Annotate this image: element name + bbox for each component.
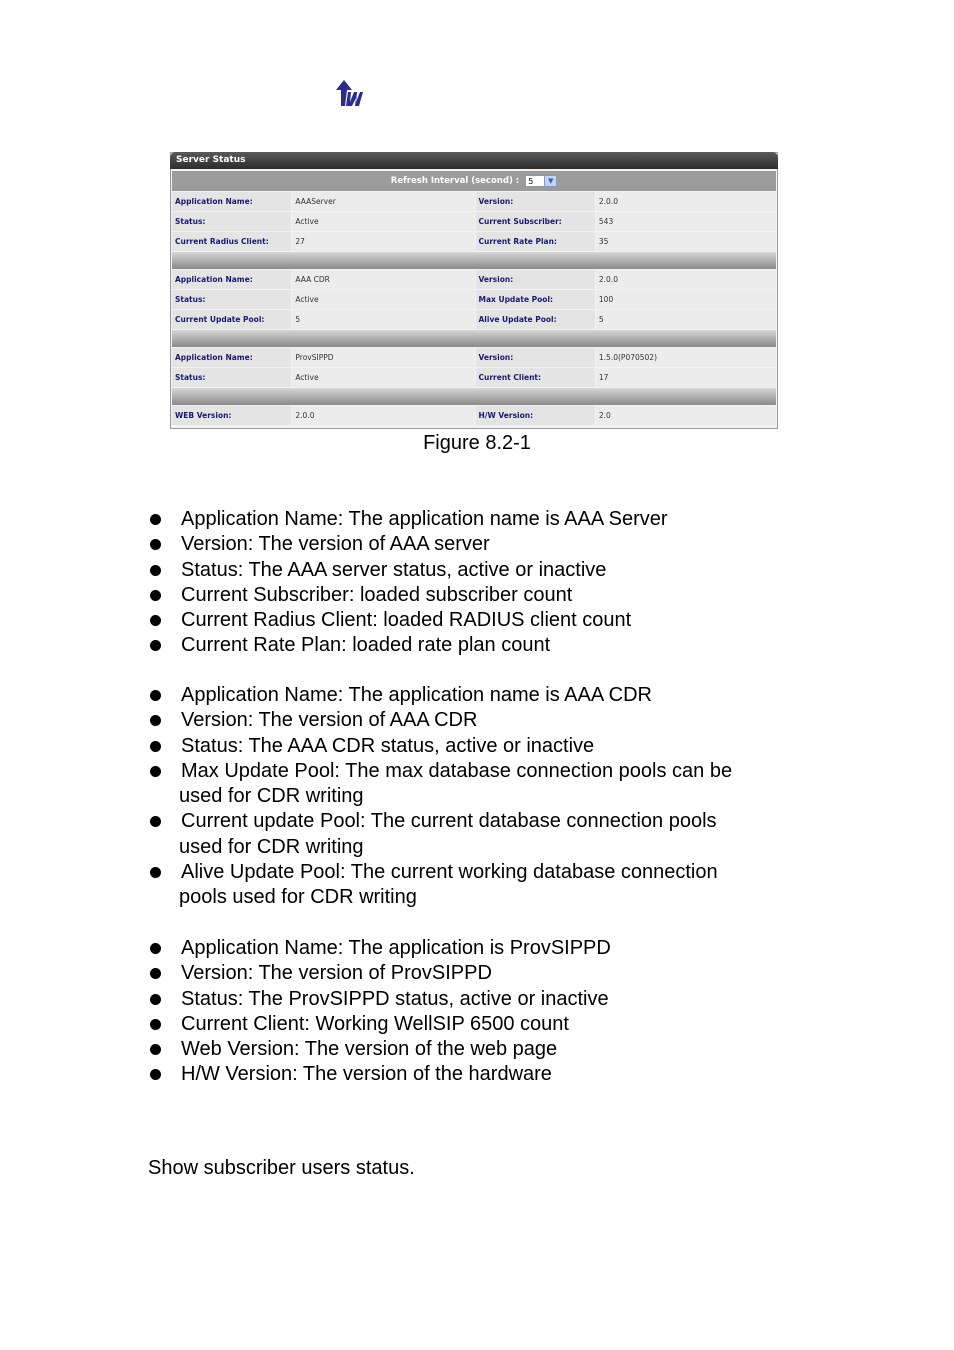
status-value: 1.5.0(P070502) — [596, 348, 776, 367]
section-separator — [172, 388, 776, 405]
bullet-icon — [150, 1069, 161, 1080]
refresh-interval-row — [172, 171, 776, 191]
bullet-icon — [150, 741, 161, 752]
status-value: 2.0 — [596, 406, 776, 425]
status-label: Current Update Pool: — [172, 310, 291, 329]
status-label: Current Radius Client: — [172, 232, 291, 251]
status-label: Status: — [172, 368, 291, 387]
list-item — [148, 633, 808, 658]
bullet-icon — [150, 943, 161, 954]
company-logo-icon — [332, 78, 368, 108]
status-value: 543 — [596, 212, 776, 231]
bullet-icon — [150, 640, 161, 651]
figure-caption: Figure 8.2-1 — [423, 432, 531, 454]
status-value: 5 — [292, 310, 474, 329]
list-item — [148, 734, 808, 759]
status-value: 2.0.0 — [292, 406, 474, 425]
status-label: Version: — [476, 270, 595, 289]
body-text: Show subscriber users status. — [148, 1157, 415, 1179]
status-grid — [172, 192, 776, 425]
list-item-text-continued: used for CDR writing — [179, 835, 364, 858]
status-label: Current Rate Plan: — [476, 232, 595, 251]
status-label: Version: — [476, 348, 595, 367]
list-item-text: Status: The ProvSIPPD status, active or inactive — [181, 987, 609, 1010]
list-item-text: Alive Update Pool: The current working database connection — [181, 861, 718, 884]
list-item-text: H/W Version: The version of the hardware — [181, 1063, 552, 1086]
list-item — [148, 608, 808, 633]
status-value: AAAServer — [292, 192, 474, 211]
bullet-icon — [150, 1044, 161, 1055]
bullet-icon — [150, 766, 161, 777]
status-label: H/W Version: — [476, 406, 595, 425]
list-item — [148, 809, 808, 860]
list-item — [148, 532, 808, 557]
list-item-text: Application Name: The application is ProvSIPPD — [181, 937, 611, 959]
status-value: Active — [292, 368, 474, 387]
status-row — [172, 406, 776, 425]
bullet-icon — [150, 816, 161, 827]
status-row — [172, 310, 776, 329]
list-item — [148, 558, 808, 583]
bullet-icon — [150, 539, 161, 550]
bullet-icon — [150, 690, 161, 701]
bullet-icon — [150, 590, 161, 601]
list-item-text-continued: pools used for CDR writing — [179, 886, 417, 909]
list-item — [148, 936, 808, 961]
status-label: Alive Update Pool: — [476, 310, 595, 329]
status-label: Max Update Pool: — [476, 290, 595, 309]
status-label: Application Name: — [172, 270, 291, 289]
bullet-icon — [150, 968, 161, 979]
list-item — [148, 759, 808, 810]
list-item — [148, 507, 808, 532]
status-label: Current Client: — [476, 368, 595, 387]
list-item — [148, 683, 808, 708]
list-item-text: Current Client: Working WellSIP 6500 count — [181, 1012, 569, 1035]
refresh-interval-select[interactable] — [525, 175, 557, 187]
status-value: 35 — [596, 232, 776, 251]
list-item-text: Application Name: The application name is AAA CDR — [181, 684, 652, 706]
status-label: Status: — [172, 290, 291, 309]
chevron-down-icon: ▼ — [544, 176, 556, 186]
list-item-text: Status: The AAA CDR status, active or inactive — [181, 734, 595, 757]
list-item-text: Web Version: The version of the web page — [181, 1038, 558, 1061]
list-item-text: Current Subscriber: loaded subscriber count — [181, 583, 573, 606]
list-item — [148, 708, 808, 733]
panel-title: Server Status — [170, 152, 778, 169]
list-item-text: Current Rate Plan: loaded rate plan count — [181, 634, 551, 657]
status-label: Application Name: — [172, 192, 291, 211]
status-value: 27 — [292, 232, 474, 251]
status-label: Version: — [476, 192, 595, 211]
status-row — [172, 368, 776, 387]
status-value: 2.0.0 — [596, 192, 776, 211]
status-value: 2.0.0 — [596, 270, 776, 289]
section-separator — [172, 252, 776, 269]
list-item-text: Status: The AAA server status, active or inactive — [181, 558, 607, 581]
status-label: Status: — [172, 212, 291, 231]
list-item — [148, 1037, 808, 1062]
list-item-text-continued: used for CDR writing — [179, 785, 364, 808]
list-item — [148, 987, 808, 1012]
list-item-text: Current Radius Client: loaded RADIUS client count — [181, 609, 632, 632]
bullet-icon — [150, 867, 161, 878]
bullet-icon — [150, 514, 161, 525]
list-item — [148, 1012, 808, 1037]
bullet-icon — [150, 615, 161, 626]
bullet-icon — [150, 1019, 161, 1030]
aaa-server-list — [148, 507, 808, 659]
list-item-text: Version: The version of ProvSIPPD — [181, 962, 492, 985]
status-row — [172, 290, 776, 309]
list-item — [148, 1062, 808, 1087]
section-separator — [172, 330, 776, 347]
refresh-interval-label: Refresh Interval (second) : — [390, 176, 520, 186]
status-value: Active — [292, 212, 474, 231]
status-row — [172, 212, 776, 231]
list-item — [148, 860, 808, 911]
list-item-text: Version: The version of AAA CDR — [181, 709, 478, 732]
list-item-text: Version: The version of AAA server — [181, 533, 490, 556]
bullet-icon — [150, 565, 161, 576]
status-label: Application Name: — [172, 348, 291, 367]
status-value: Active — [292, 290, 474, 309]
list-item — [148, 961, 808, 986]
status-row — [172, 348, 776, 367]
status-row — [172, 232, 776, 251]
bullet-icon — [150, 994, 161, 1005]
status-value: 17 — [596, 368, 776, 387]
list-item-text: Application Name: The application name is AAA Server — [181, 508, 668, 530]
status-value: 100 — [596, 290, 776, 309]
list-item-text: Current update Pool: The current database connection pools — [181, 810, 717, 833]
status-label: Current Subscriber: — [476, 212, 595, 231]
server-status-panel — [170, 152, 778, 429]
status-label: WEB Version: — [172, 406, 291, 425]
status-row — [172, 270, 776, 289]
bullet-icon — [150, 715, 161, 726]
status-row — [172, 192, 776, 211]
status-value: 5 — [596, 310, 776, 329]
list-item-text: Max Update Pool: The max database connection pools can be — [181, 759, 733, 782]
list-item — [148, 583, 808, 608]
refresh-interval-value: 5 — [528, 176, 534, 186]
status-value: ProvSIPPD — [292, 348, 474, 367]
status-value: AAA CDR — [292, 270, 474, 289]
provsippd-list — [148, 936, 808, 1088]
aaa-cdr-list — [148, 683, 808, 911]
